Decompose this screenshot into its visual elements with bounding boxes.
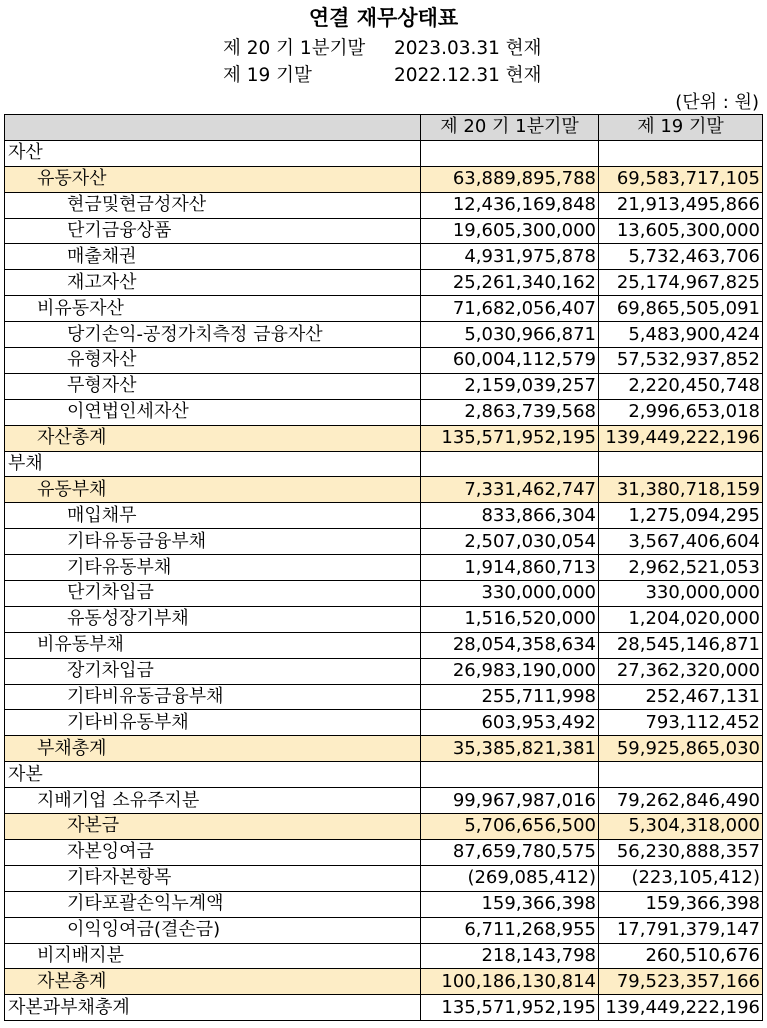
current-period-value: 5,706,656,500	[421, 814, 599, 840]
column-header-current: 제 20 기 1분기말	[421, 115, 599, 141]
table-row	[5, 969, 763, 995]
previous-period-value: 2,962,521,053	[599, 555, 763, 581]
current-period-value: 26,983,190,000	[421, 658, 599, 684]
table-row	[5, 322, 763, 348]
row-label: 기타자본항목	[5, 865, 421, 891]
table-row	[5, 166, 763, 192]
table-row	[5, 373, 763, 399]
previous-period-value: 252,467,131	[599, 684, 763, 710]
row-label: 자산총계	[5, 425, 421, 451]
previous-period-value: 5,732,463,706	[599, 244, 763, 270]
current-period-value: 159,366,398	[421, 891, 599, 917]
row-label: 기타포괄손익누계액	[5, 891, 421, 917]
current-period-value: 6,711,268,955	[421, 917, 599, 943]
table-row	[5, 348, 763, 374]
previous-period-value	[599, 140, 763, 166]
row-label: 자본	[5, 762, 421, 788]
table-row	[5, 762, 763, 788]
unit-label: (단위 : 원)	[675, 92, 759, 113]
row-label: 기타비유동부채	[5, 710, 421, 736]
row-label: 당기손익-공정가치측정 금융자산	[5, 322, 421, 348]
current-period-value: 99,967,987,016	[421, 788, 599, 814]
previous-period-value: 139,449,222,196	[599, 995, 763, 1021]
table-row	[5, 891, 763, 917]
table-row	[5, 995, 763, 1021]
row-label: 부채총계	[5, 736, 421, 762]
current-period-value: 330,000,000	[421, 581, 599, 607]
table-row	[5, 529, 763, 555]
table-row	[5, 943, 763, 969]
row-label: 자본금	[5, 814, 421, 840]
table-row	[5, 839, 763, 865]
current-period-value: 833,866,304	[421, 503, 599, 529]
previous-period-value: 3,567,406,604	[599, 529, 763, 555]
current-period-date: 2023.03.31 현재	[394, 38, 542, 59]
row-label: 기타유동금융부채	[5, 529, 421, 555]
previous-period-value: 5,483,900,424	[599, 322, 763, 348]
current-period-value: 28,054,358,634	[421, 632, 599, 658]
previous-period-value	[599, 762, 763, 788]
table-row	[5, 399, 763, 425]
current-period-value	[421, 762, 599, 788]
previous-period-value: 69,583,717,105	[599, 166, 763, 192]
row-label: 장기차입금	[5, 658, 421, 684]
row-label: 기타유동부채	[5, 555, 421, 581]
row-label: 지배기업 소유주지분	[5, 788, 421, 814]
previous-period-value: 21,913,495,866	[599, 192, 763, 218]
previous-period-value: 2,220,450,748	[599, 373, 763, 399]
table-row	[5, 736, 763, 762]
row-label: 매입채무	[5, 503, 421, 529]
current-period-value: 1,516,520,000	[421, 606, 599, 632]
column-header-previous: 제 19 기말	[599, 115, 763, 141]
table-row	[5, 477, 763, 503]
current-period-value: 35,385,821,381	[421, 736, 599, 762]
row-label: 이익잉여금(결손금)	[5, 917, 421, 943]
table-row	[5, 581, 763, 607]
previous-period-value: 5,304,318,000	[599, 814, 763, 840]
row-label: 이연법인세자산	[5, 399, 421, 425]
row-label: 유형자산	[5, 348, 421, 374]
previous-period-value: 13,605,300,000	[599, 218, 763, 244]
row-label: 비유동자산	[5, 296, 421, 322]
balance-sheet-table	[4, 114, 763, 1021]
row-label: 단기금융상품	[5, 218, 421, 244]
current-period-value: 135,571,952,195	[421, 425, 599, 451]
table-row	[5, 632, 763, 658]
current-period-value: 1,914,860,713	[421, 555, 599, 581]
previous-period-value: 25,174,967,825	[599, 270, 763, 296]
current-period-value	[421, 140, 599, 166]
previous-period-value: 1,204,020,000	[599, 606, 763, 632]
previous-period-value: 69,865,505,091	[599, 296, 763, 322]
table-row	[5, 684, 763, 710]
previous-period-value: 28,545,146,871	[599, 632, 763, 658]
table-row	[5, 503, 763, 529]
row-label: 유동성장기부채	[5, 606, 421, 632]
current-period-label: 제 20 기 1분기말	[223, 38, 366, 59]
current-period-value: 87,659,780,575	[421, 839, 599, 865]
previous-period-value: 57,532,937,852	[599, 348, 763, 374]
current-period-value: 7,331,462,747	[421, 477, 599, 503]
table-row	[5, 606, 763, 632]
row-label: 비지배지분	[5, 943, 421, 969]
table-row	[5, 865, 763, 891]
row-label: 유동자산	[5, 166, 421, 192]
column-header-item	[5, 115, 421, 141]
table-row	[5, 425, 763, 451]
current-period-value: 603,953,492	[421, 710, 599, 736]
table-row	[5, 296, 763, 322]
table-row	[5, 814, 763, 840]
previous-period-value	[599, 451, 763, 477]
row-label: 기타비유동금융부채	[5, 684, 421, 710]
previous-period-value: 56,230,888,357	[599, 839, 763, 865]
previous-period-value: 79,523,357,166	[599, 969, 763, 995]
previous-period-label: 제 19 기말	[223, 65, 312, 86]
table-row	[5, 140, 763, 166]
current-period-value: 19,605,300,000	[421, 218, 599, 244]
row-label: 자본과부채총계	[5, 995, 421, 1021]
current-period-value: 71,682,056,407	[421, 296, 599, 322]
row-label: 매출채권	[5, 244, 421, 270]
current-period-value: 5,030,966,871	[421, 322, 599, 348]
current-period-value: 12,436,169,848	[421, 192, 599, 218]
current-period-value: (269,085,412)	[421, 865, 599, 891]
current-period-value: 2,507,030,054	[421, 529, 599, 555]
previous-period-value: 2,996,653,018	[599, 399, 763, 425]
row-label: 자본총계	[5, 969, 421, 995]
current-period-value: 2,863,739,568	[421, 399, 599, 425]
current-period-value: 255,711,998	[421, 684, 599, 710]
previous-period-value: 1,275,094,295	[599, 503, 763, 529]
statement-title: 연결 재무상태표	[308, 6, 459, 30]
previous-period-value: 330,000,000	[599, 581, 763, 607]
previous-period-value: (223,105,412)	[599, 865, 763, 891]
previous-period-value: 260,510,676	[599, 943, 763, 969]
row-label: 자본잉여금	[5, 839, 421, 865]
current-period-value: 218,143,798	[421, 943, 599, 969]
table-row	[5, 192, 763, 218]
previous-period-value: 27,362,320,000	[599, 658, 763, 684]
table-row	[5, 451, 763, 477]
table-row	[5, 788, 763, 814]
current-period-value: 2,159,039,257	[421, 373, 599, 399]
current-period-value: 25,261,340,162	[421, 270, 599, 296]
current-period-value: 60,004,112,579	[421, 348, 599, 374]
row-label: 자산	[5, 140, 421, 166]
table-row	[5, 218, 763, 244]
table-row	[5, 555, 763, 581]
row-label: 무형자산	[5, 373, 421, 399]
table-row	[5, 710, 763, 736]
previous-period-value: 159,366,398	[599, 891, 763, 917]
table-row	[5, 244, 763, 270]
row-label: 비유동부채	[5, 632, 421, 658]
previous-period-value: 31,380,718,159	[599, 477, 763, 503]
row-label: 부채	[5, 451, 421, 477]
row-label: 현금및현금성자산	[5, 192, 421, 218]
previous-period-value: 79,262,846,490	[599, 788, 763, 814]
current-period-value: 135,571,952,195	[421, 995, 599, 1021]
current-period-value: 63,889,895,788	[421, 166, 599, 192]
previous-period-value: 17,791,379,147	[599, 917, 763, 943]
previous-period-value: 139,449,222,196	[599, 425, 763, 451]
previous-period-value: 793,112,452	[599, 710, 763, 736]
table-row	[5, 658, 763, 684]
table-header-row	[5, 115, 763, 141]
previous-period-date: 2022.12.31 현재	[394, 65, 542, 86]
row-label: 재고자산	[5, 270, 421, 296]
current-period-value: 4,931,975,878	[421, 244, 599, 270]
row-label: 유동부채	[5, 477, 421, 503]
table-row	[5, 917, 763, 943]
previous-period-value: 59,925,865,030	[599, 736, 763, 762]
row-label: 단기차입금	[5, 581, 421, 607]
table-row	[5, 270, 763, 296]
current-period-value: 100,186,130,814	[421, 969, 599, 995]
current-period-value	[421, 451, 599, 477]
